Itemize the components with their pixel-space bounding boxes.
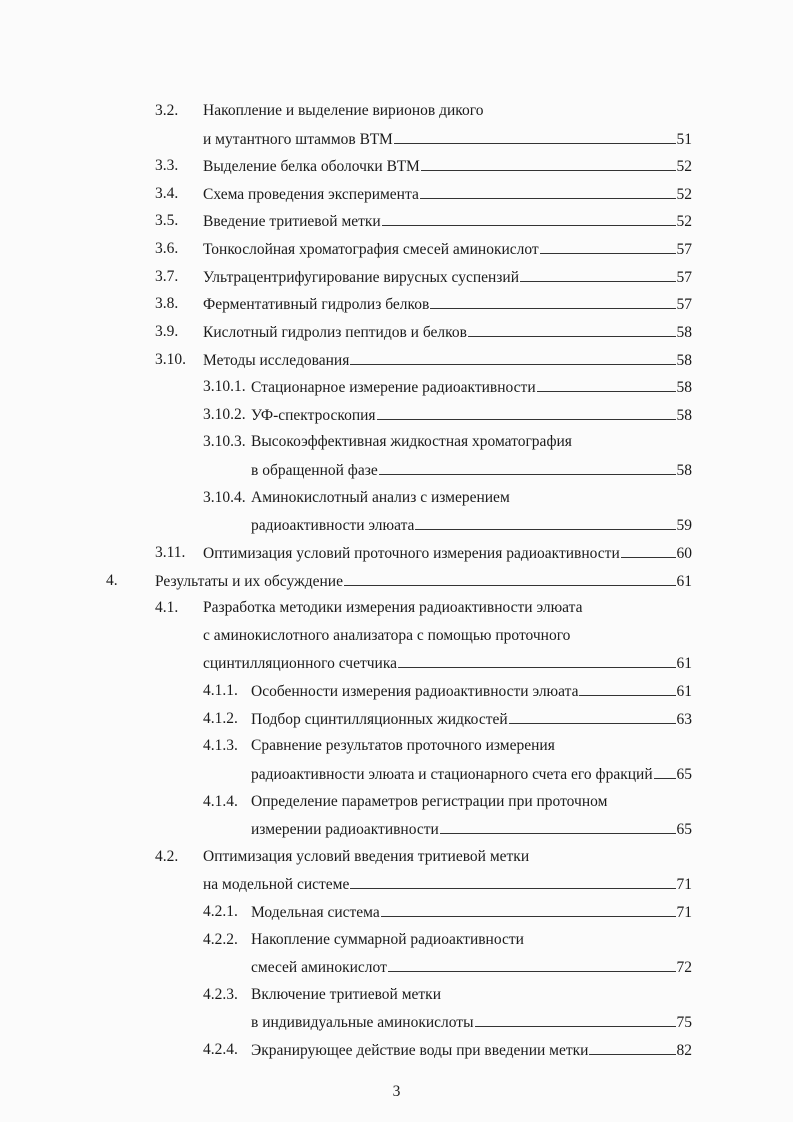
toc-entry-line: [0, 764, 793, 784]
toc-entry-title: Высокоэффективная жидкостная хроматография: [251, 433, 572, 451]
toc-entry-number: 3.10.1.: [203, 378, 246, 396]
toc-entry-page: 75: [676, 1014, 692, 1032]
toc-entry-line: [0, 101, 793, 121]
leader-line: [381, 902, 676, 917]
toc-entry-page: 52: [676, 158, 692, 176]
toc-entry-title: Оптимизация условий введения тритиевой метки: [203, 847, 530, 865]
toc-entry-title: Тонкослойная хроматография смесей аминокислот: [203, 241, 539, 259]
toc-entry-title: Модельная система: [251, 903, 380, 921]
toc-entry-title: Разработка методики измерения радиоактивности элюата: [203, 599, 583, 617]
toc-entry-number: 4.2.3.: [203, 985, 238, 1003]
page-number: 3: [392, 1083, 401, 1100]
toc-entry-page: 57: [676, 296, 692, 314]
leader-line: [579, 681, 675, 696]
toc-entry-line: [0, 1012, 793, 1032]
toc-entry-title: Особенности измерения радиоактивности элюата: [251, 683, 579, 701]
toc-entry-page: 61: [676, 683, 692, 701]
toc-entry-title: Включение тритиевой метки: [251, 985, 441, 1003]
toc-entry-line: [0, 736, 793, 756]
toc-entry-number: 4.1.: [155, 599, 179, 617]
toc-entry-line: [0, 571, 793, 591]
toc-entry-page: 61: [676, 655, 692, 673]
toc-entry-line: [0, 626, 793, 646]
leader-line: [377, 405, 676, 420]
leader-line: [394, 129, 676, 144]
toc-entry-line: [0, 930, 793, 950]
toc-entry-number: 3.10.: [155, 350, 186, 368]
toc-entry-number: 4.2.: [155, 847, 179, 865]
toc-entry-title: Определение параметров регистрации при проточном: [251, 792, 608, 810]
leader-line: [654, 764, 676, 779]
toc-entry-page: 71: [676, 876, 692, 894]
leader-line: [509, 709, 676, 724]
toc-entry-page: 57: [676, 241, 692, 259]
toc-entry-line: [0, 792, 793, 812]
toc-entry-title: Ультрацентрифугирование вирусных суспензий: [203, 268, 520, 286]
toc-entry-line: [0, 681, 793, 701]
toc-entry-line: [0, 432, 793, 452]
leader-line: [415, 515, 675, 530]
toc-entry-number: 3.7.: [155, 267, 179, 285]
leader-line: [520, 267, 675, 282]
leader-line: [430, 294, 675, 309]
toc-entry-page: 61: [676, 572, 692, 590]
leader-line: [379, 460, 676, 475]
toc-entry-page: 58: [676, 323, 692, 341]
leader-line: [468, 322, 676, 337]
toc-entry-title: Схема проведения эксперимента: [203, 185, 419, 203]
toc-entry-title: Выделение белка оболочки ВТМ: [203, 158, 420, 176]
toc-entry-line: [0, 322, 793, 342]
toc-entry-line: [0, 460, 793, 480]
toc-entry-page: 52: [676, 213, 692, 231]
toc-entry-number: 3.10.3.: [203, 433, 246, 451]
toc-entry-title: Аминокислотный анализ с измерением: [251, 488, 510, 506]
toc-entry-title: и мутантного штаммов ВТМ: [203, 130, 393, 148]
toc-entry-line: [0, 819, 793, 839]
leader-line: [589, 1040, 675, 1055]
toc-entry-title: Ферментативный гидролиз белков: [203, 296, 430, 314]
toc-entry-page: 58: [676, 351, 692, 369]
toc-entry-line: [0, 156, 793, 176]
toc-entry-title: смесей аминокислот: [251, 959, 387, 977]
toc-entry-page: 60: [676, 544, 692, 562]
toc-entry-title: УФ-спектроскопия: [251, 406, 376, 424]
leader-line: [537, 377, 676, 392]
toc-entry-page: 71: [676, 903, 692, 921]
toc-entry-number: 4.1.3.: [203, 737, 238, 755]
toc-entry-line: [0, 488, 793, 508]
toc-entry-title: Введение тритиевой метки: [203, 213, 381, 231]
toc-entry-title: радиоактивности элюата и стационарного счета его фракций: [251, 765, 653, 783]
toc-entry-title: Оптимизация условий проточного измерения радиоактивности: [203, 544, 620, 562]
toc-entry-line: [0, 267, 793, 287]
toc-entry-line: [0, 847, 793, 867]
toc-entry-page: 58: [676, 406, 692, 424]
toc-entry-number: 3.9.: [155, 322, 179, 340]
toc-entry-title: в обращенной фазе: [251, 462, 378, 480]
leader-line: [398, 653, 676, 668]
leader-line: [421, 156, 676, 171]
toc-entry-page: 63: [676, 710, 692, 728]
toc-entry-line: [0, 957, 793, 977]
toc-entry-title: в индивидуальные аминокислоты: [251, 1014, 474, 1032]
toc-entry-number: 4.1.4.: [203, 792, 238, 810]
toc-entry-page: 58: [676, 462, 692, 480]
toc-entry-number: 3.10.2.: [203, 405, 246, 423]
toc-entry-number: 4.2.1.: [203, 902, 238, 920]
toc-entry-number: 3.6.: [155, 240, 179, 258]
toc-entry-page: 65: [676, 765, 692, 783]
leader-line: [382, 211, 676, 226]
toc-entry-line: [0, 377, 793, 397]
toc-entry-title: на модельной системе: [203, 876, 350, 894]
toc-entry-page: 72: [676, 959, 692, 977]
toc-entry-title: с аминокислотного анализатора с помощью проточного: [203, 626, 571, 644]
leader-line: [621, 543, 676, 558]
toc-entry-number: 3.3.: [155, 157, 179, 175]
toc-entry-page: 51: [676, 130, 692, 148]
toc-entry-number: 4.1.2.: [203, 709, 238, 727]
toc-entry-number: 3.10.4.: [203, 488, 246, 506]
toc-entry-line: [0, 543, 793, 563]
toc-entry-line: [0, 598, 793, 618]
toc-entry-line: [0, 239, 793, 259]
toc-entry-line: [0, 515, 793, 535]
toc-entry-title: Накопление суммарной радиоактивности: [251, 930, 524, 948]
toc-entry-page: 58: [676, 379, 692, 397]
toc-entry-line: [0, 902, 793, 922]
toc-entry-page: 52: [676, 185, 692, 203]
toc-entry-number: 4.1.1.: [203, 682, 238, 700]
toc-entry-title: Кислотный гидролиз пептидов и белков: [203, 323, 467, 341]
toc-entry-line: [0, 985, 793, 1005]
toc-entry-title: Экранирующее действие воды при введении метки: [251, 1042, 589, 1060]
leader-line: [388, 957, 676, 972]
toc-entry-number: 3.11.: [155, 543, 186, 561]
toc-entry-line: [0, 350, 793, 370]
toc-entry-title: Стационарное измерение радиоактивности: [251, 379, 536, 397]
toc-entry-number: 4.2.4.: [203, 1041, 238, 1059]
toc-entry-line: [0, 874, 793, 894]
toc-entry-number: 4.: [106, 571, 118, 589]
toc-entry-line: [0, 709, 793, 729]
toc-entry-title: радиоактивности элюата: [251, 517, 415, 535]
toc-entry-number: 3.5.: [155, 212, 179, 230]
toc-entry-page: 65: [676, 821, 692, 839]
toc-entry-line: [0, 405, 793, 425]
toc-entry-line: [0, 653, 793, 673]
leader-line: [440, 819, 676, 834]
toc-entry-number: 3.2.: [155, 102, 179, 119]
toc-entry-page: 59: [676, 517, 692, 535]
leader-line: [540, 239, 676, 254]
toc-entry-page: 82: [676, 1042, 692, 1060]
toc-entry-page: 57: [676, 268, 692, 286]
toc-entry-title: измерении радиоактивности: [251, 821, 439, 839]
toc-entry-line: [0, 129, 793, 149]
toc-entry-title: Методы исследования: [203, 351, 350, 369]
toc-entry-title: Результаты и их обсуждение: [155, 572, 343, 590]
leader-line: [350, 350, 675, 365]
toc-entry-title: Сравнение результатов проточного измерения: [251, 737, 555, 755]
toc-entry-title: Накопление и выделение вирионов дикого: [203, 102, 484, 119]
toc-entry-line: [0, 184, 793, 204]
toc-entry-number: 3.8.: [155, 295, 179, 313]
toc-entry-line: [0, 211, 793, 231]
leader-line: [350, 874, 675, 889]
toc-entry-title: Подбор сцинтилляционных жидкостей: [251, 710, 508, 728]
toc-entry-number: 3.4.: [155, 184, 179, 202]
leader-line: [475, 1012, 676, 1027]
toc-entry-line: [0, 1040, 793, 1060]
leader-line: [420, 184, 676, 199]
toc-entry-line: [0, 294, 793, 314]
leader-line: [344, 571, 676, 586]
toc-entry-title: сцинтилляционного счетчика: [203, 655, 397, 673]
toc-entry-number: 4.2.2.: [203, 930, 238, 948]
